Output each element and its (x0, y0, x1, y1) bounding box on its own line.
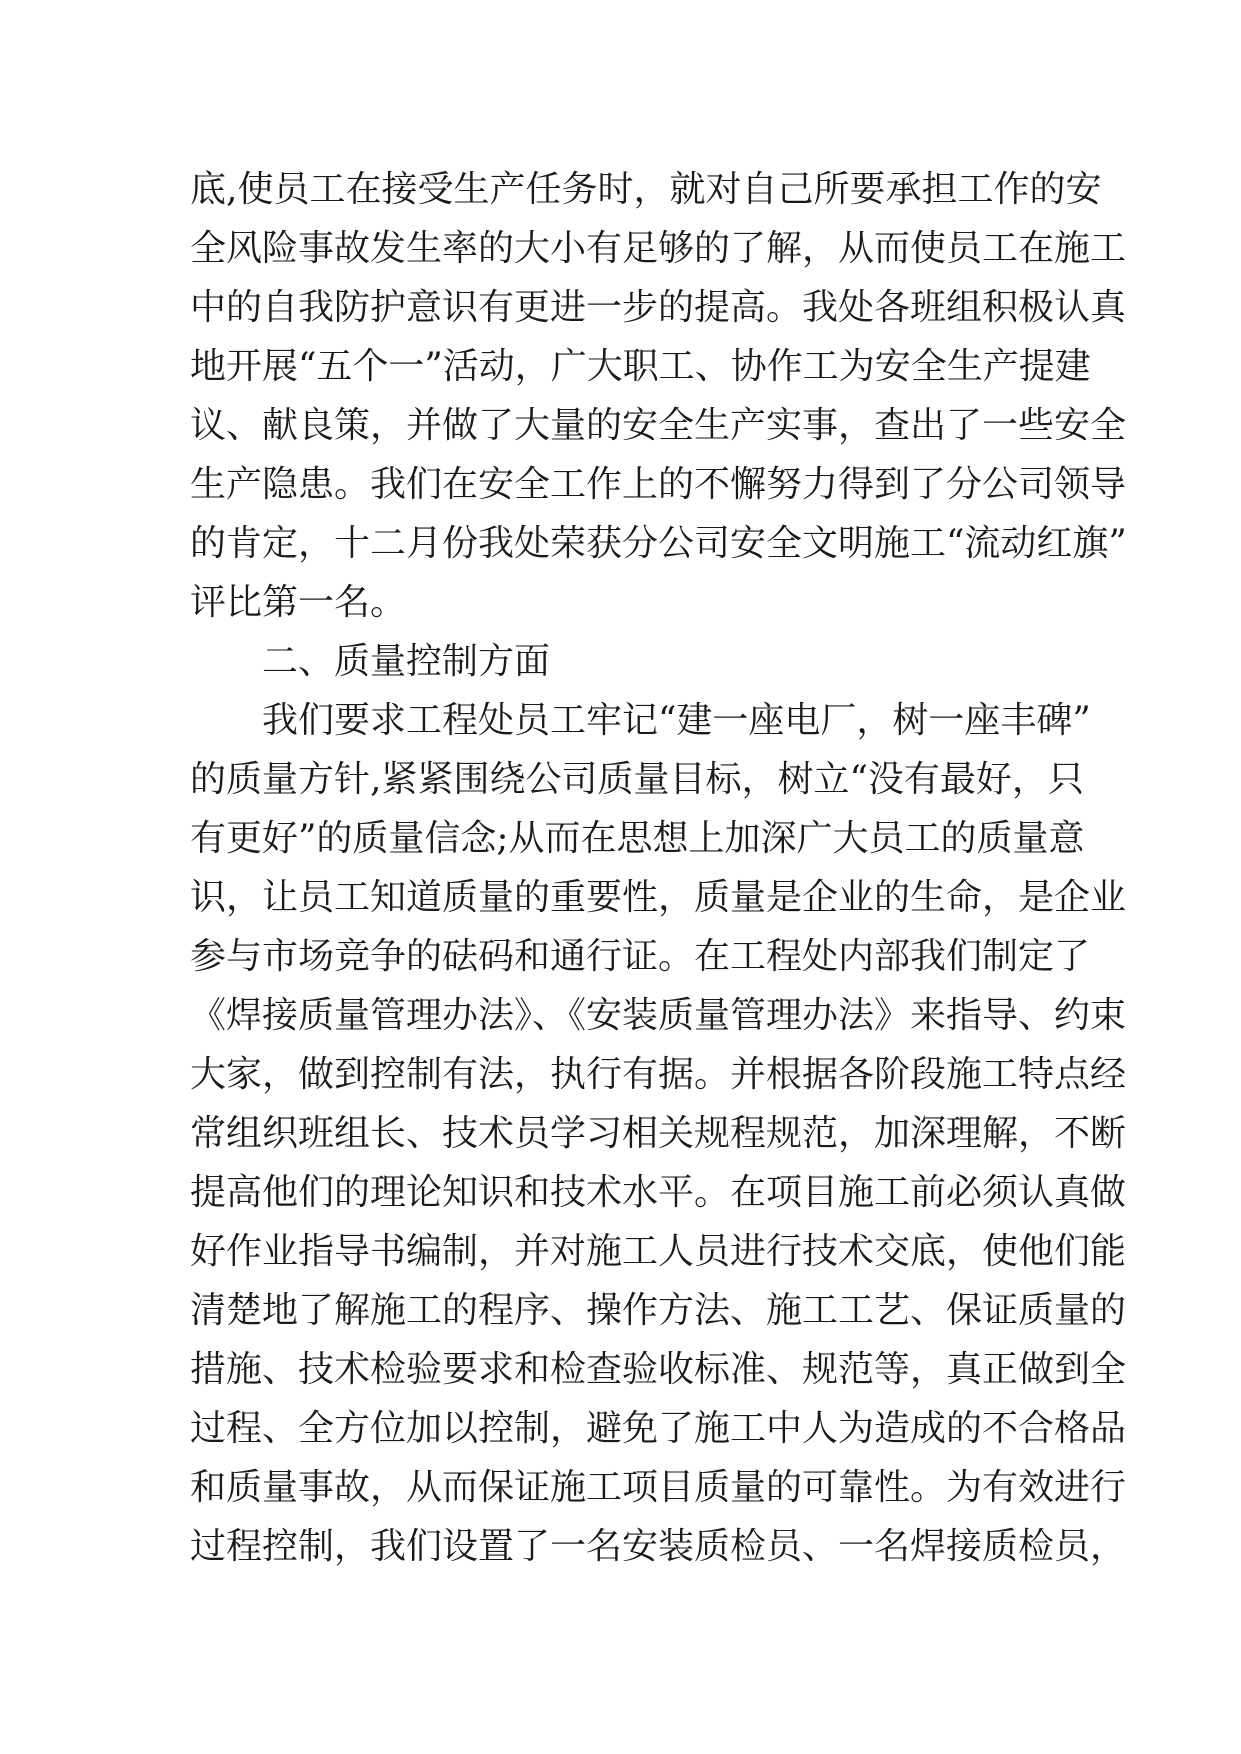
text-line: 议、献良策，并做了大量的安全生产实事，查出了一些安全 (190, 405, 1127, 446)
text-line: 中的自我防护意识有更进一步的提高。我处各班组积极认真 (190, 287, 1127, 328)
text-line: 全风险事故发生率的大小有足够的了解，从而使员工在施工 (190, 228, 1127, 269)
text-line: 措施、技术检验要求和检查验收标准、规范等，真正做到全 (190, 1349, 1127, 1390)
text-line: 清楚地了解施工的程序、操作方法、施工工艺、保证质量的 (190, 1290, 1127, 1331)
text-line: 过程、全方位加以控制，避免了施工中人为造成的不合格品 (190, 1408, 1127, 1449)
text-line: 有更好”的质量信念;从而在思想上加深广大员工的质量意 (190, 818, 1085, 859)
text-line: 好作业指导书编制，并对施工人员进行技术交底，使他们能 (190, 1231, 1127, 1272)
section-heading: 二、质量控制方面 (262, 641, 551, 682)
text-line: 地开展“五个一”活动，广大职工、协作工为安全生产提建 (190, 346, 1091, 387)
text-line: 《焊接质量管理办法》、《安装质量管理办法》来指导、约束 (190, 995, 1127, 1036)
text-line: 底,使员工在接受生产任务时，就对自己所要承担工作的安 (190, 169, 1102, 210)
paragraph-first-line: 我们要求工程处员工牢记“建一座电厂，树一座丰碑” (262, 700, 1091, 741)
text-line: 提高他们的理论知识和技术水平。在项目施工前必须认真做 (190, 1172, 1127, 1213)
text-line: 过程控制，我们设置了一名安装质检员、一名焊接质检员， (190, 1526, 1127, 1567)
body-text (190, 160, 1127, 1576)
text-line: 常组织班组长、技术员学习相关规程规范，加深理解，不断 (190, 1113, 1127, 1154)
text-line: 和质量事故，从而保证施工项目质量的可靠性。为有效进行 (190, 1467, 1127, 1508)
text-line: 参与市场竞争的砝码和通行证。在工程处内部我们制定了 (190, 936, 1091, 977)
text-line: 评比第一名。 (190, 582, 407, 623)
text-line: 识，让员工知道质量的重要性，质量是企业的生命，是企业 (190, 877, 1127, 918)
text-line: 的质量方针,紧紧围绕公司质量目标，树立“没有最好，只 (190, 759, 1084, 800)
text-line: 生产隐患。我们在安全工作上的不懈努力得到了分公司领导 (190, 464, 1127, 505)
text-line: 的肯定，十二月份我处荣获分公司安全文明施工“流动红旗” (190, 523, 1127, 564)
text-line: 大家，做到控制有法，执行有据。并根据各阶段施工特点经 (190, 1054, 1127, 1095)
